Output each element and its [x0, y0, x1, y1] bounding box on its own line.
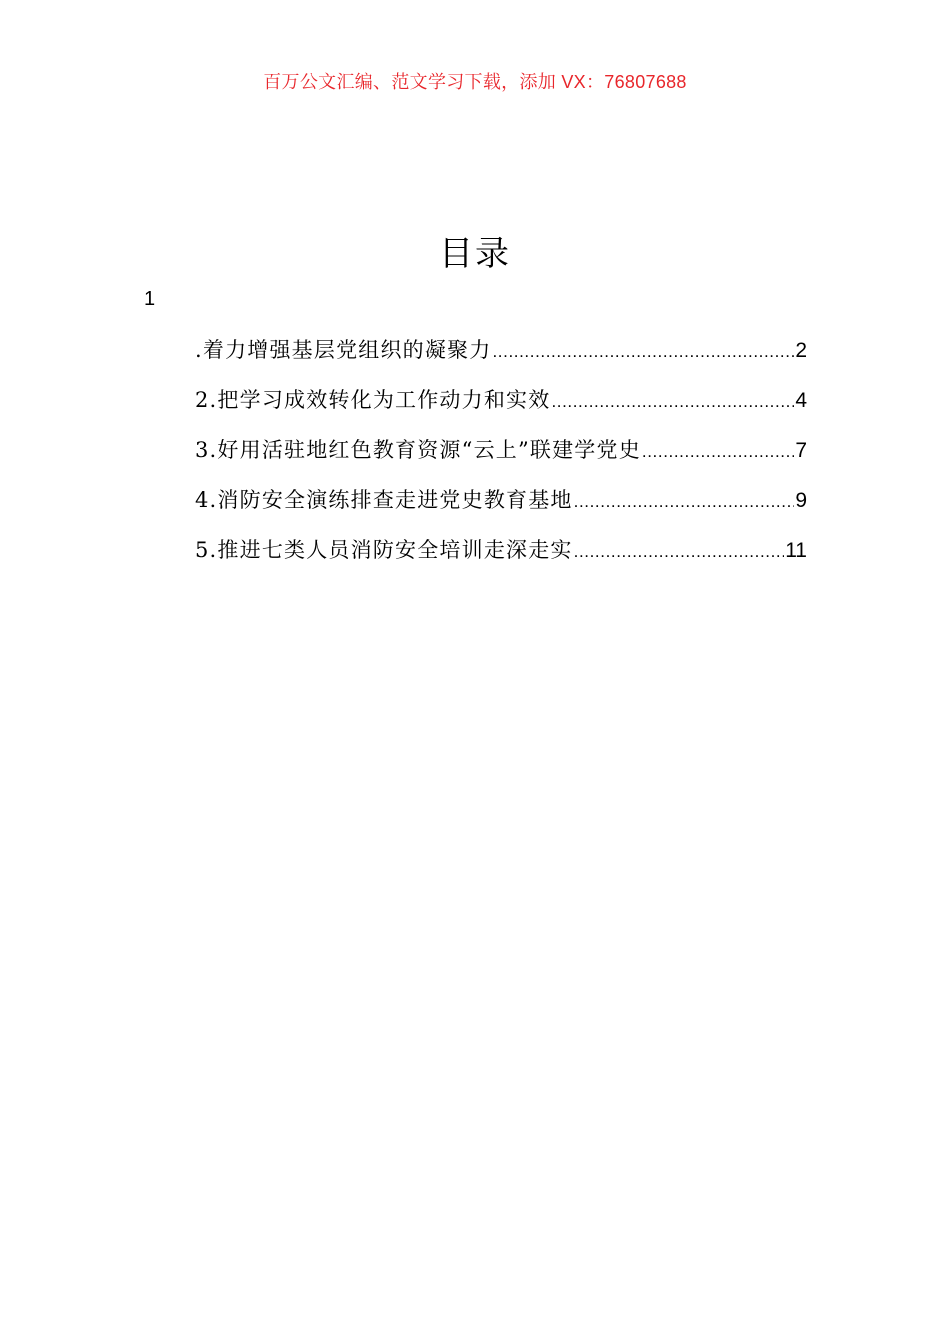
- toc-entry-label: 4.消防安全演练排查走进党史教育基地: [195, 488, 573, 512]
- toc-list: [195, 334, 807, 584]
- toc-entry-page: 4: [795, 389, 807, 412]
- toc-dot-leader: [492, 342, 794, 362]
- toc-title: 目录: [439, 234, 511, 274]
- toc-dot-leader: [574, 542, 785, 562]
- toc-entry-label: 5.推进七类人员消防安全培训走深走实: [195, 538, 573, 562]
- toc-entry-label: 2.把学习成效转化为工作动力和实效: [195, 388, 551, 412]
- toc-entry-label: .着力增强基层党组织的凝聚力: [195, 338, 492, 362]
- toc-stray-number: 1: [144, 288, 156, 310]
- toc-entry-label: 3.好用活驻地红色教育资源“云上”联建学党史: [195, 438, 641, 462]
- toc-dot-leader: [574, 492, 795, 512]
- toc-entry[interactable]: [195, 434, 807, 484]
- toc-entry-page: 7: [795, 439, 807, 462]
- toc-entry-page: 11: [785, 539, 807, 562]
- toc-entry[interactable]: [195, 534, 807, 584]
- toc-dot-leader: [551, 392, 794, 412]
- header-promo-text: 百万公文汇编、范文学习下载，添加 VX：76807688: [263, 72, 687, 92]
- toc-dot-leader: [642, 442, 794, 462]
- toc-entry-page: 2: [795, 339, 807, 362]
- toc-entry[interactable]: [195, 484, 807, 534]
- toc-entry[interactable]: [195, 384, 807, 434]
- toc-entry[interactable]: [195, 334, 807, 384]
- toc-entry-page: 9: [795, 489, 807, 512]
